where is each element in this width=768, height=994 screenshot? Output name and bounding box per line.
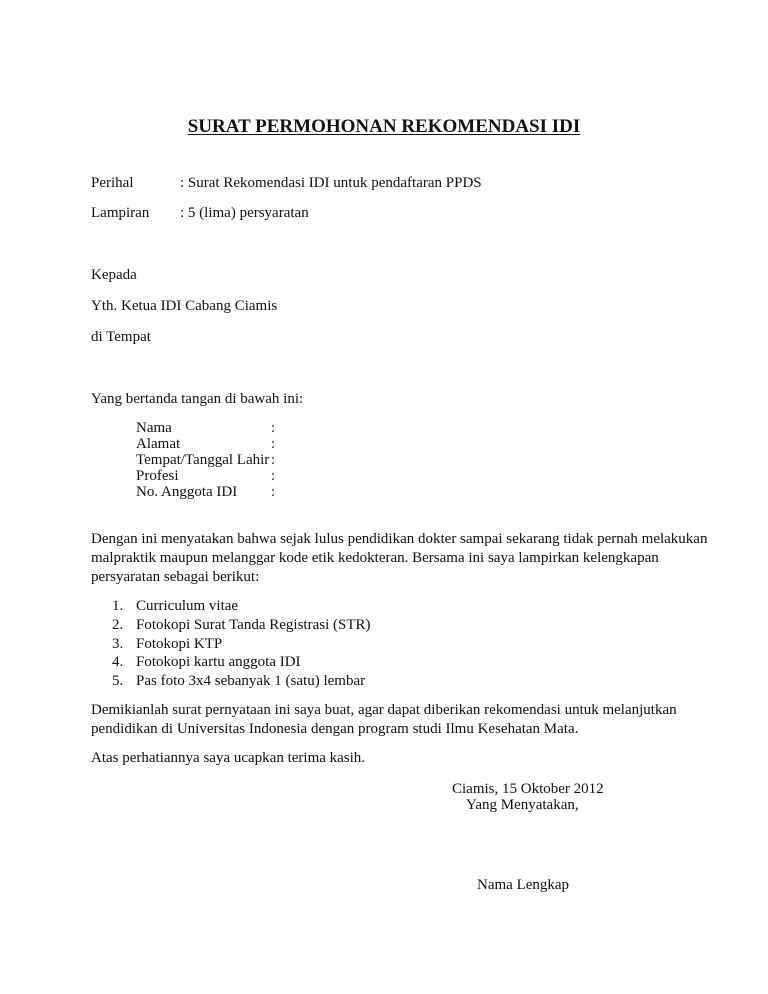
signature-declarant: Yang Menyatakan, bbox=[466, 797, 579, 813]
list-item bbox=[112, 636, 222, 653]
body1-line1: Dengan ini menyatakan bahwa sejak lulus pendidikan dokter sampai sekarang tidak pernah melakukan bbox=[91, 531, 708, 547]
list-number: 5. bbox=[112, 673, 124, 689]
list-item bbox=[112, 673, 365, 690]
closing-text: Atas perhatiannya saya ucapkan terima kasih. bbox=[91, 750, 366, 766]
list-text: Fotokopi KTP bbox=[136, 636, 223, 652]
field-label-profesi: Profesi bbox=[136, 468, 179, 484]
meta-value-perihal: : Surat Rekomendasi IDI untuk pendaftaran PPDS bbox=[180, 175, 482, 191]
intro-text: Yang bertanda tangan di bawah ini: bbox=[91, 391, 304, 407]
list-number: 4. bbox=[112, 654, 124, 670]
field-sep-profesi: : bbox=[271, 468, 276, 484]
list-item bbox=[112, 654, 301, 671]
body1-line2: malpraktik maupun melanggar kode etik kedokteran. Bersama ini saya lampirkan kelengkapan bbox=[91, 550, 659, 566]
list-text: Fotokopi Surat Tanda Registrasi (STR) bbox=[136, 617, 371, 633]
field-sep-ttl: : bbox=[271, 452, 276, 468]
recipient-name: Yth. Ketua IDI Cabang Ciamis bbox=[91, 298, 278, 314]
list-text: Pas foto 3x4 sebanyak 1 (satu) lembar bbox=[136, 673, 366, 689]
signature-name: Nama Lengkap bbox=[477, 877, 570, 893]
field-label-anggota: No. Anggota IDI bbox=[136, 484, 238, 500]
field-label-alamat: Alamat bbox=[136, 436, 181, 452]
list-text: Curriculum vitae bbox=[136, 598, 239, 614]
meta-label-perihal: Perihal bbox=[91, 175, 134, 191]
list-number: 3. bbox=[112, 636, 124, 652]
body2-line1: Demikianlah surat pernyataan ini saya buat, agar dapat diberikan rekomendasi untuk melanjutkan bbox=[91, 702, 677, 718]
list-text: Fotokopi kartu anggota IDI bbox=[136, 654, 301, 670]
meta-label-lampiran: Lampiran bbox=[91, 205, 150, 221]
letter-title: SURAT PERMOHONAN REKOMENDASI IDI bbox=[187, 116, 581, 137]
field-sep-alamat: : bbox=[271, 436, 276, 452]
list-item bbox=[112, 617, 371, 634]
field-sep-nama: : bbox=[271, 420, 276, 436]
recipient-place: di Tempat bbox=[91, 329, 151, 345]
signature-place-date: Ciamis, 15 Oktober 2012 bbox=[452, 781, 604, 797]
body1-line3: persyaratan sebagai berikut: bbox=[91, 569, 260, 585]
list-number: 2. bbox=[112, 617, 124, 633]
recipient-kepada: Kepada bbox=[91, 267, 137, 283]
body2-line2: pendidikan di Universitas Indonesia dengan program studi Ilmu Kesehatan Mata. bbox=[91, 721, 579, 737]
field-label-nama: Nama bbox=[136, 420, 172, 436]
list-number: 1. bbox=[112, 598, 124, 614]
meta-value-lampiran: : 5 (lima) persyaratan bbox=[180, 205, 309, 221]
list-item bbox=[112, 598, 238, 615]
field-label-ttl: Tempat/Tanggal Lahir bbox=[136, 452, 270, 468]
field-sep-anggota: : bbox=[271, 484, 276, 500]
